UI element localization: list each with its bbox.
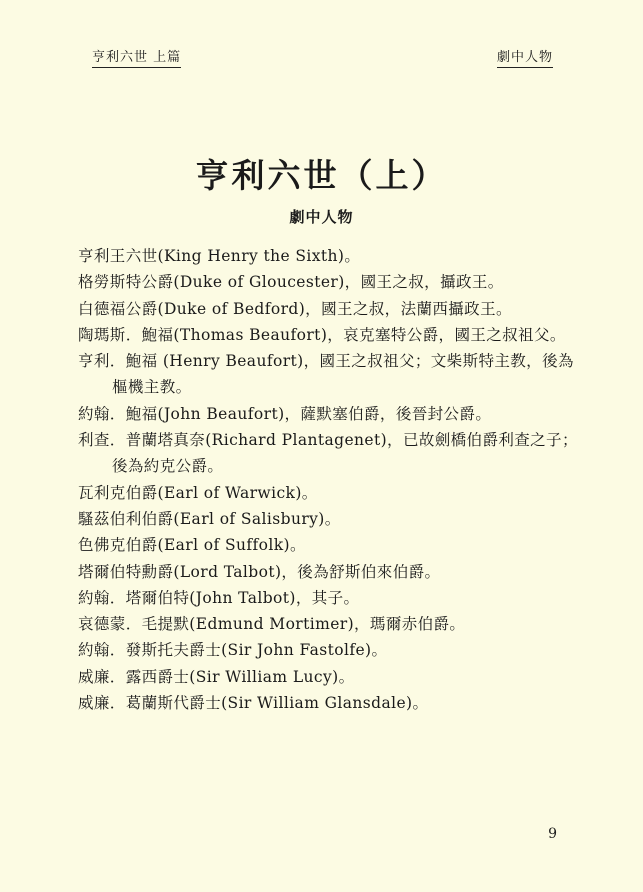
cast-entry: 格勞斯特公爵(Duke of Gloucester)，國王之叔，攝政王。	[78, 273, 504, 292]
cast-entry: 色佛克伯爵(Earl of Suffolk)。	[78, 536, 306, 555]
book-title-header: 亨利六世 上篇	[92, 46, 181, 68]
cast-entry: 約翰．發斯托夫爵士(Sir John Fastolfe)。	[78, 641, 388, 660]
cast-entry: 亨利王六世(King Henry the Sixth)。	[78, 247, 361, 265]
cast-entry: 威廉．露西爵士(Sir William Lucy)。	[78, 667, 355, 686]
section-title-header: 劇中人物	[497, 46, 553, 68]
cast-entry: 亨利．鮑福 (Henry Beaufort)，國王之叔祖父；文柴斯特主教，後為樞機主教。	[78, 352, 574, 397]
running-head-right	[497, 46, 553, 68]
cast-entry: 哀德蒙．毛提默(Edmund Mortimer)，瑪爾赤伯爵。	[78, 615, 466, 634]
cast-entry: 瓦利克伯爵(Earl of Warwick)。	[78, 483, 318, 502]
cast-entry: 利查．普蘭塔真奈(Richard Plantagenet)，已故劍橋伯爵利查之子；後為約克公爵。	[78, 431, 578, 476]
running-head-left	[92, 46, 181, 68]
cast-entry: 塔爾伯特勳爵(Lord Talbot)，後為舒斯伯來伯爵。	[78, 562, 441, 581]
cast-entry: 威廉．葛蘭斯代爵士(Sir William Glansdale)。	[78, 694, 429, 713]
cast-list	[78, 243, 578, 716]
cast-entry: 白德福公爵(Duke of Bedford)，國王之叔，法蘭西攝政王。	[78, 299, 512, 318]
cast-entry: 約翰．塔爾伯特(John Talbot)，其子。	[78, 588, 360, 607]
cast-entry: 約翰．鮑福(John Beaufort)，薩默塞伯爵，後晉封公爵。	[78, 404, 492, 423]
page-title: 亨利六世（上）	[195, 156, 448, 195]
page-number: 9	[548, 826, 557, 842]
cast-entry: 騷茲伯利伯爵(Earl of Salisbury)。	[78, 509, 341, 528]
page-subtitle: 劇中人物	[289, 208, 354, 226]
cast-entry: 陶瑪斯．鮑福(Thomas Beaufort)，哀克塞特公爵，國王之叔祖父。	[78, 325, 566, 344]
